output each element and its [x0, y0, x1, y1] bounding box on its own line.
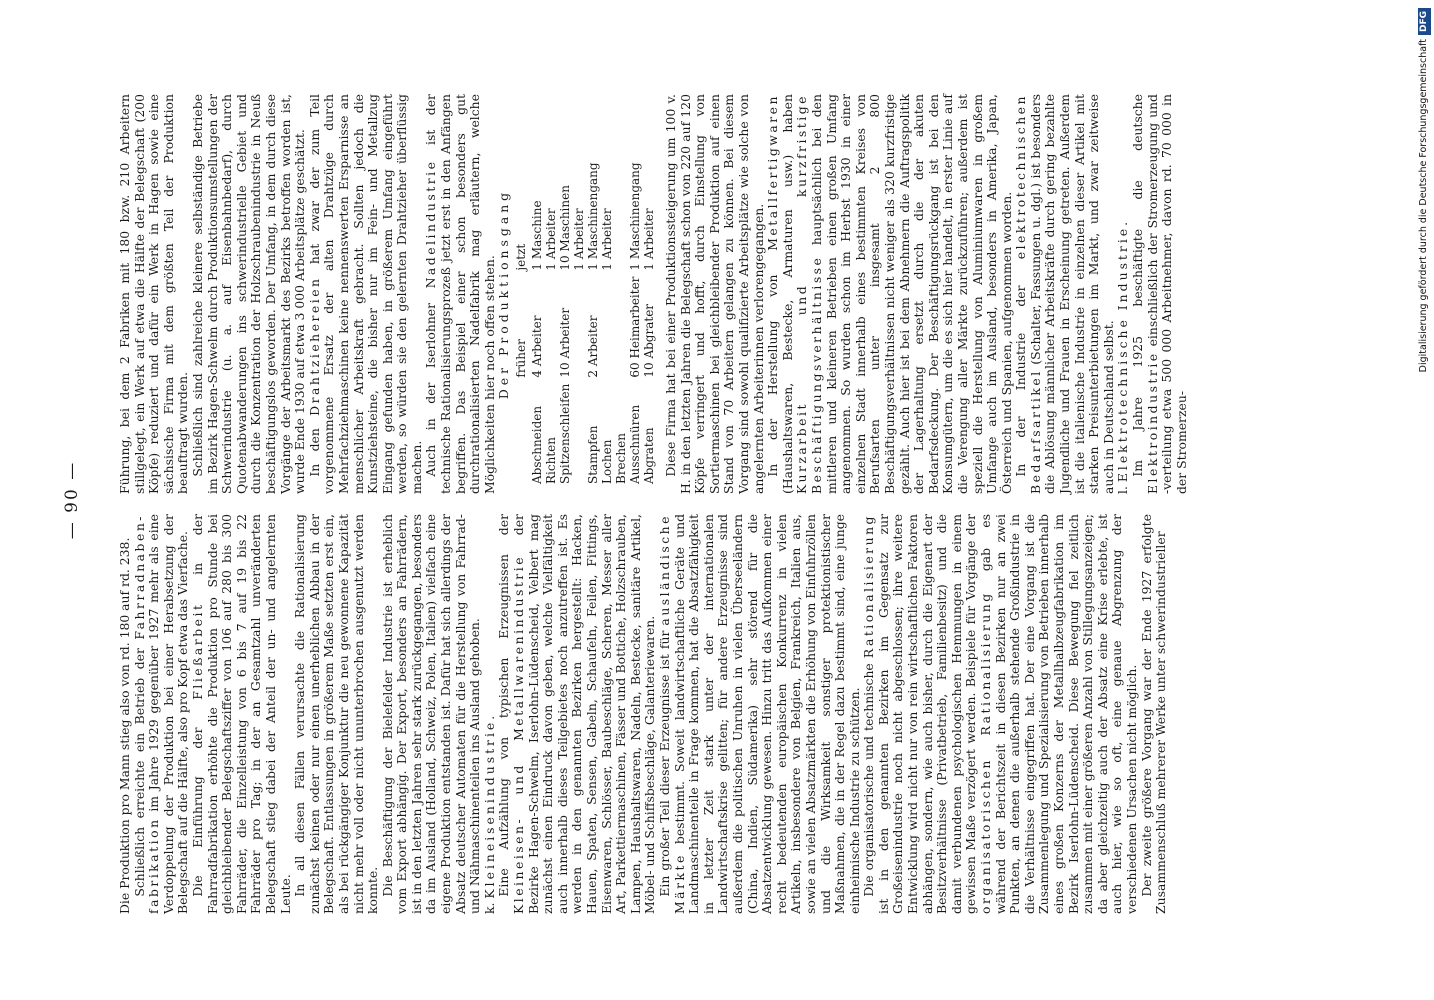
table-row: [586, 156, 600, 484]
table-cell-step: Richten: [544, 437, 559, 484]
page-number: — 90 —: [62, 460, 82, 540]
table-cell-after: 1 Arbeiter: [600, 208, 615, 271]
table-cell-after: 1 Maschinengang: [586, 162, 601, 271]
table-row: [530, 156, 544, 484]
paragraph: Eine Aufzählung von typischen Erzeugnissen der Kleineisen- und Metallwarenindustrie der Bezirke Hagen-Schwelm, Iserlohn-Lüdenscheid, Velbert mag zunächst einen Eindruck davon geben, welche Vielfältigkeit auch innerhalb dieses Teilgebietes noch anzutreffen ist. Es werden in den genannten Bezirken hergestellt: Hacken, Hauen, Spaten, Sensen, Gabeln, Schaufeln, Feilen, Fittings, Eisenwaren, Schlösser, Baubeschläge, Scheren, Messer aller Art, Parkettiermaschinen, Fässer und Bottiche, Holzschrauben, Lampen, Haushaltswaren, Nadeln, Bestecke, sanitäre Artikel, Möbel- und Schiffsbeschläge, Galanteriewaren.: [496, 514, 658, 914]
table-header-step: [514, 378, 530, 484]
emphasis: Kleineisen- und Metallwarenindustrie: [511, 554, 527, 914]
emphasis: Fließarbeit: [189, 602, 205, 700]
paragraph: Diese Firma hat bei einer Produktionssteigerung um 100 v. H. in den letzten Jahren die Belegschaft schon von 220 auf 120 Köpfe verringert und hofft, durch Einstellung von Sortiermaschinen bei gleichbleibender Produktion auf einen Stand von 70 Arbeitern gelangen zu können. Bei diesem Vorgang sind sowohl qualifizierte Arbeitsplätze wie solche von angelernten Arbeiterinnen verlorengegangen.: [663, 94, 766, 494]
production-table-body: [530, 156, 656, 484]
paragraph: In all diesen Fällen verursachte die Rationalisierung zunächst keinen oder nur einen unerheblichen Abbau in der Belegschaft. Entlassungen in größerem Maße setzten erst ein, als bei rückgängiger Konjunktur die neu gewonnene Kapazität nicht mehr voll oder nicht ununterbrochen ausgenutzt werden konnte.: [292, 514, 381, 914]
table-cell-after: 1 Arbeiter: [642, 208, 657, 271]
paragraph: Schließlich erreichte ein Betrieb der Fahrradnaben-fabrikation im Jahre 1929 gegenüber 1927 mehr als eine Verdoppelung der Produktion bei einer Herabsetzung der Belegschaft auf die Hälfte, also pro Kopf etwa das Vierfache.: [131, 514, 191, 914]
paragraph: Schließlich sind zahlreiche kleinere selbständige Betriebe im Bezirk Hagen-Schwelm durch Produktionsumstellungen der Schwerindustrie (u. a. auf Eisenbahnbedarf), durch Quotenabwanderungen ins schwerindustrielle Gebiet und durch die Konzentration der Holzschraubenindustrie in Neuß beschäftigungslos geworden. Der Umfang, in dem durch diese Vorgänge der Arbeitsmarkt des Bezirks betroffen worden ist, wurde Ende 1930 auf etwa 3 000 Arbeitsplätze geschätzt.: [189, 94, 308, 494]
paragraph: Im Jahre 1925 beschäftigte die deutsche Elektroindustrie einschließlich der Stromerzeugung und -verteilung etwa 500 000 Arbeitnehmer, davon rd. 70 000 in der Stromerzeu-: [1130, 94, 1189, 494]
emphasis: organisatorischen Rationalisierung: [978, 591, 994, 914]
paragraph: Der zweite größere Vorgang war der Ende 1927 erfolgte Zusammenschluß mehrerer Werke unter schwerindustrieller: [1138, 514, 1169, 914]
table-cell-step: Abgraten: [642, 427, 657, 484]
table-header-after: jetzt: [514, 243, 529, 271]
credit-text: Digitalisierung gefördert durch die Deutsche Forschungsgemeinschaft: [1418, 39, 1429, 373]
table-cell-after: 1 Maschine: [530, 200, 545, 271]
paragraph: In der Industrie der elektrotechnischen Bedarfsartikel (Schalter, Fassungen u. dgl.) ist besonders die Ablösung männlicher Arbeitskräfte durch gering bezahlte Jugendliche und Frauen in Erscheinung getreten. Außerdem ist die italienische Industrie in einzelnen dieser Artikel mit starken Preisunterbietungen im Markt, und zwar zeitweise auch in Deutschland selbst.: [1013, 94, 1116, 494]
paragraph: In den Drahtziehereien hat zwar der zum Teil vorgenommene Ersatz der alten Drahtzüge durch Mehrfachziehmaschinen keine nennenswerten Ersparnisse an menschlicher Arbeitskraft gebracht. Sollten jedoch die Kunstziehsteine, die bisher nur im Fein- und Metallzug Eingang gefunden haben, in größerem Umfang eingeführt werden, so würden sie den gelernten Drahtzieher überflüssig machen.: [306, 94, 424, 494]
paragraph: Führung, bei dem 2 Fabriken mit 180 bzw. 210 Arbeitern stillgelegt, ein Werk auf etwa die Hälfte der Belegschaft (200 Köpfe) reduziert und dafür ein Werk in Hagen sowie eine sächsische Firma mit dem größten Teil der Produktion beauftragt wurden.: [117, 94, 191, 494]
table-title: Der Produktionsgang: [496, 188, 512, 400]
table-row: [628, 156, 642, 484]
table-cell-step: Lochen: [600, 439, 615, 484]
table-cell-after: [614, 156, 628, 270]
table-cell-after: 1 Arbeiter: [572, 208, 587, 271]
emphasis: Rationalisierung: [861, 514, 877, 659]
table-cell-step: Ausschnüren: [628, 404, 643, 484]
table-row: [558, 156, 572, 484]
table-cell-step: Stampfen: [586, 425, 601, 484]
table-row: [544, 156, 558, 484]
paragraph: Die organisatorische und technische Rationalisierung ist in den genannten Bezirken im Gegensatz zur Großeisenindustrie noch nicht abgeschlossen; ihre weitere Entwicklung wird nicht nur von rein wirtschaftlichen Faktoren abhängen, sondern, wie auch bisher, durch die Eigenart der Besitzverhältnisse (Privatbetrieb, Familienbesitz) und die damit verbundenen psychologischen Hemmungen in einem gewissen Maße verzögert werden. Beispiele für Vorgänge der organisatorischen Rationalisierung gab es während der Berichtszeit in diesen Bezirken nur an zwei Punkten, an denen die außerhalb stehende Großindustrie in die Verhältnisse eingegriffen hat. Der eine Vorgang ist die Zusammenlegung und Spezialisierung von Betrieben innerhalb eines großen Konzerns der Metallhalbzeugfabrikation im Bezirk Iserlohn-Lüdenscheid. Diese Bewegung fiel zeitlich zusammen mit einer größeren Anzahl von Stillegungsanzeigen; da aber gleichzeitig auch der Absatz eine Krise erlebte, ist auch hier, wie so oft, eine genaue Abgrenzung der verschiedenen Ursachen nicht möglich.: [861, 514, 1139, 914]
paragraph: Die Einführung der Fließarbeit in der Fahrradfabrikation erhöhte die Produktion pro Stunde bei gleichbleibender Belegschaftsziffer von 106 auf 280 bis 300 Fahrräder, die Einzelleistung von 6 bis 7 auf 19 bis 22 Fahrräder pro Tag; in der an Gesamtzahl unveränderten Belegschaft stieg dabei der Anteil der un- und angelernten Leute.: [189, 514, 293, 914]
table-cell-before: [572, 271, 586, 378]
emphasis: Drahtziehereien: [306, 276, 322, 416]
table-cell-after: 10 Maschinen: [558, 185, 573, 271]
table-cell-step: Abschneiden: [530, 405, 545, 484]
paragraph: Die Produktion pro Mann stieg also von rd. 180 auf rd. 238.: [117, 537, 132, 914]
table-row: [614, 156, 628, 484]
table-cell-before: 10 Arbeiter: [558, 307, 573, 378]
table-cell-before: [544, 271, 558, 378]
section-heading-l: l. Elektrotechnische Industrie.: [1115, 218, 1131, 494]
dfg-logo: DFG: [1418, 8, 1431, 35]
paragraph: Ein großer Teil dieser Erzeugnisse ist für ausländische Märkte bestimmt. Soweit landwirtschaftliche Geräte und Landmaschinenteile in Frage kommen, hat die Absatzfähigkeit in letzter Zeit stark unter der internationalen Landwirtschaftskrise gelitten; für andere Erzeugnisse sind außerdem die politischen Unruhen in vielen Überseeländern (China, Indien, Südamerika) sehr störend für die Absatzentwicklung gewesen. Hinzu tritt das Aufkommen einer recht bedeutenden europäischen Konkurrenz in vielen Artikeln, insbesondere von Belgien, Frankreich, Italien aus, sowie an vielen Absatzmärkten die Erhöhung von Einfuhrzöllen und die Wirksamkeit sonstiger protektionistischer Maßnahmen, die in der Regel dazu bestimmt sind, eine junge einheimische Industrie zu schützen.: [656, 514, 862, 914]
table-header-before: früher: [514, 339, 529, 378]
digitization-credit: [1416, 8, 1432, 992]
emphasis: Kurzarbeit und kurzfristige Beschäftigungsverhältnisse: [794, 94, 824, 494]
table-cell-step: Brechen: [614, 433, 629, 484]
table-cell-before: 60 Heimarbeiter: [628, 276, 643, 378]
emphasis: Fahrradnaben-fabrikation: [131, 514, 162, 914]
table-cell-before: 2 Arbeiter: [586, 315, 601, 378]
right-text-column: [118, 94, 1189, 494]
section-heading-k: k. Kleineisenindustrie.: [481, 712, 497, 914]
emphasis: ausländische Märkte: [656, 514, 687, 914]
table-cell-after: 1 Arbeiter: [544, 208, 559, 271]
table-row: [600, 156, 614, 484]
table-cell-after: 1 Maschinengang: [628, 162, 643, 271]
emphasis: elektrotechnischen Bedarfsartikel: [1013, 94, 1043, 494]
production-table: [514, 156, 656, 484]
table-cell-step: [572, 378, 586, 484]
table-cell-before: [600, 271, 614, 378]
table-row: [642, 156, 656, 484]
emphasis: Elektroindustrie: [1144, 351, 1160, 494]
table-cell-before: 4 Arbeiter: [530, 315, 545, 378]
emphasis: Metallfertigwaren: [765, 94, 781, 251]
paragraph: In der Herstellung von Metallfertigwaren (Haushaltswaren, Bestecke, Armaturen usw.) haben Kurzarbeit und kurzfristige Beschäftigungsverhältnisse hauptsächlich bei den mittleren und kleineren Betrieben einen großen Umfang angenommen. So wurden schon im Herbst 1930 in einer einzelnen Stadt innerhalb eines bestimmten Kreises von Berufsarten unter insgesamt 2 800 Beschäftigungsverhältnissen nicht weniger als 320 kurzfristige gezählt. Auch hier ist bei dem Abnehmern die Auftragspolitik der Lagerhaltung ersetzt durch die der akuten Bedarfsdeckung. Der Beschäftigungsrückgang ist bei den Konsumgütern, um die es sich hier handelt, in erster Linie auf die Verengung aller Märkte zurückzuführen; außerdem ist speziell die Herstellung von Aluminiumwaren in großem Umfange auch im Ausland, besonders in Amerika, Japan, Österreich und Spanien, aufgenommen worden.: [765, 94, 1014, 494]
paragraph: Die Beschäftigung der Bielefelder Industrie ist erheblich vom Export abhängig. Der Export, besonders an Fahrrädern, ist in den letzten Jahren sehr stark zurückgegangen, besonders da im Ausland (Holland, Schweiz, Polen, Italien) vielfach eine eigene Produktion entstanden ist. Dafür hat sich allerdings der Absatz deutscher Automaten für die Herstellung von Fahrrad- und Nähmaschinenteilen ins Ausland gehoben.: [379, 514, 483, 914]
paragraph: Auch in der Iserlohner Nadelindustrie ist der technische Rationalisierungsprozeß jetzt erst in den Anfängen begriffen. Das Beispiel einer schon besonders gut durchrationalisierten Nadelfabrik mag erläutern, welche Möglichkeiten hier noch offen stehen.: [423, 94, 497, 494]
table-row: [572, 156, 586, 484]
left-text-column: [118, 514, 1169, 914]
emphasis: Nadelindustrie: [423, 159, 439, 289]
table-cell-before: [614, 271, 628, 378]
table-cell-step: Spitzenschleifen: [558, 383, 573, 484]
table-cell-before: 10 Abgrater: [642, 303, 657, 378]
